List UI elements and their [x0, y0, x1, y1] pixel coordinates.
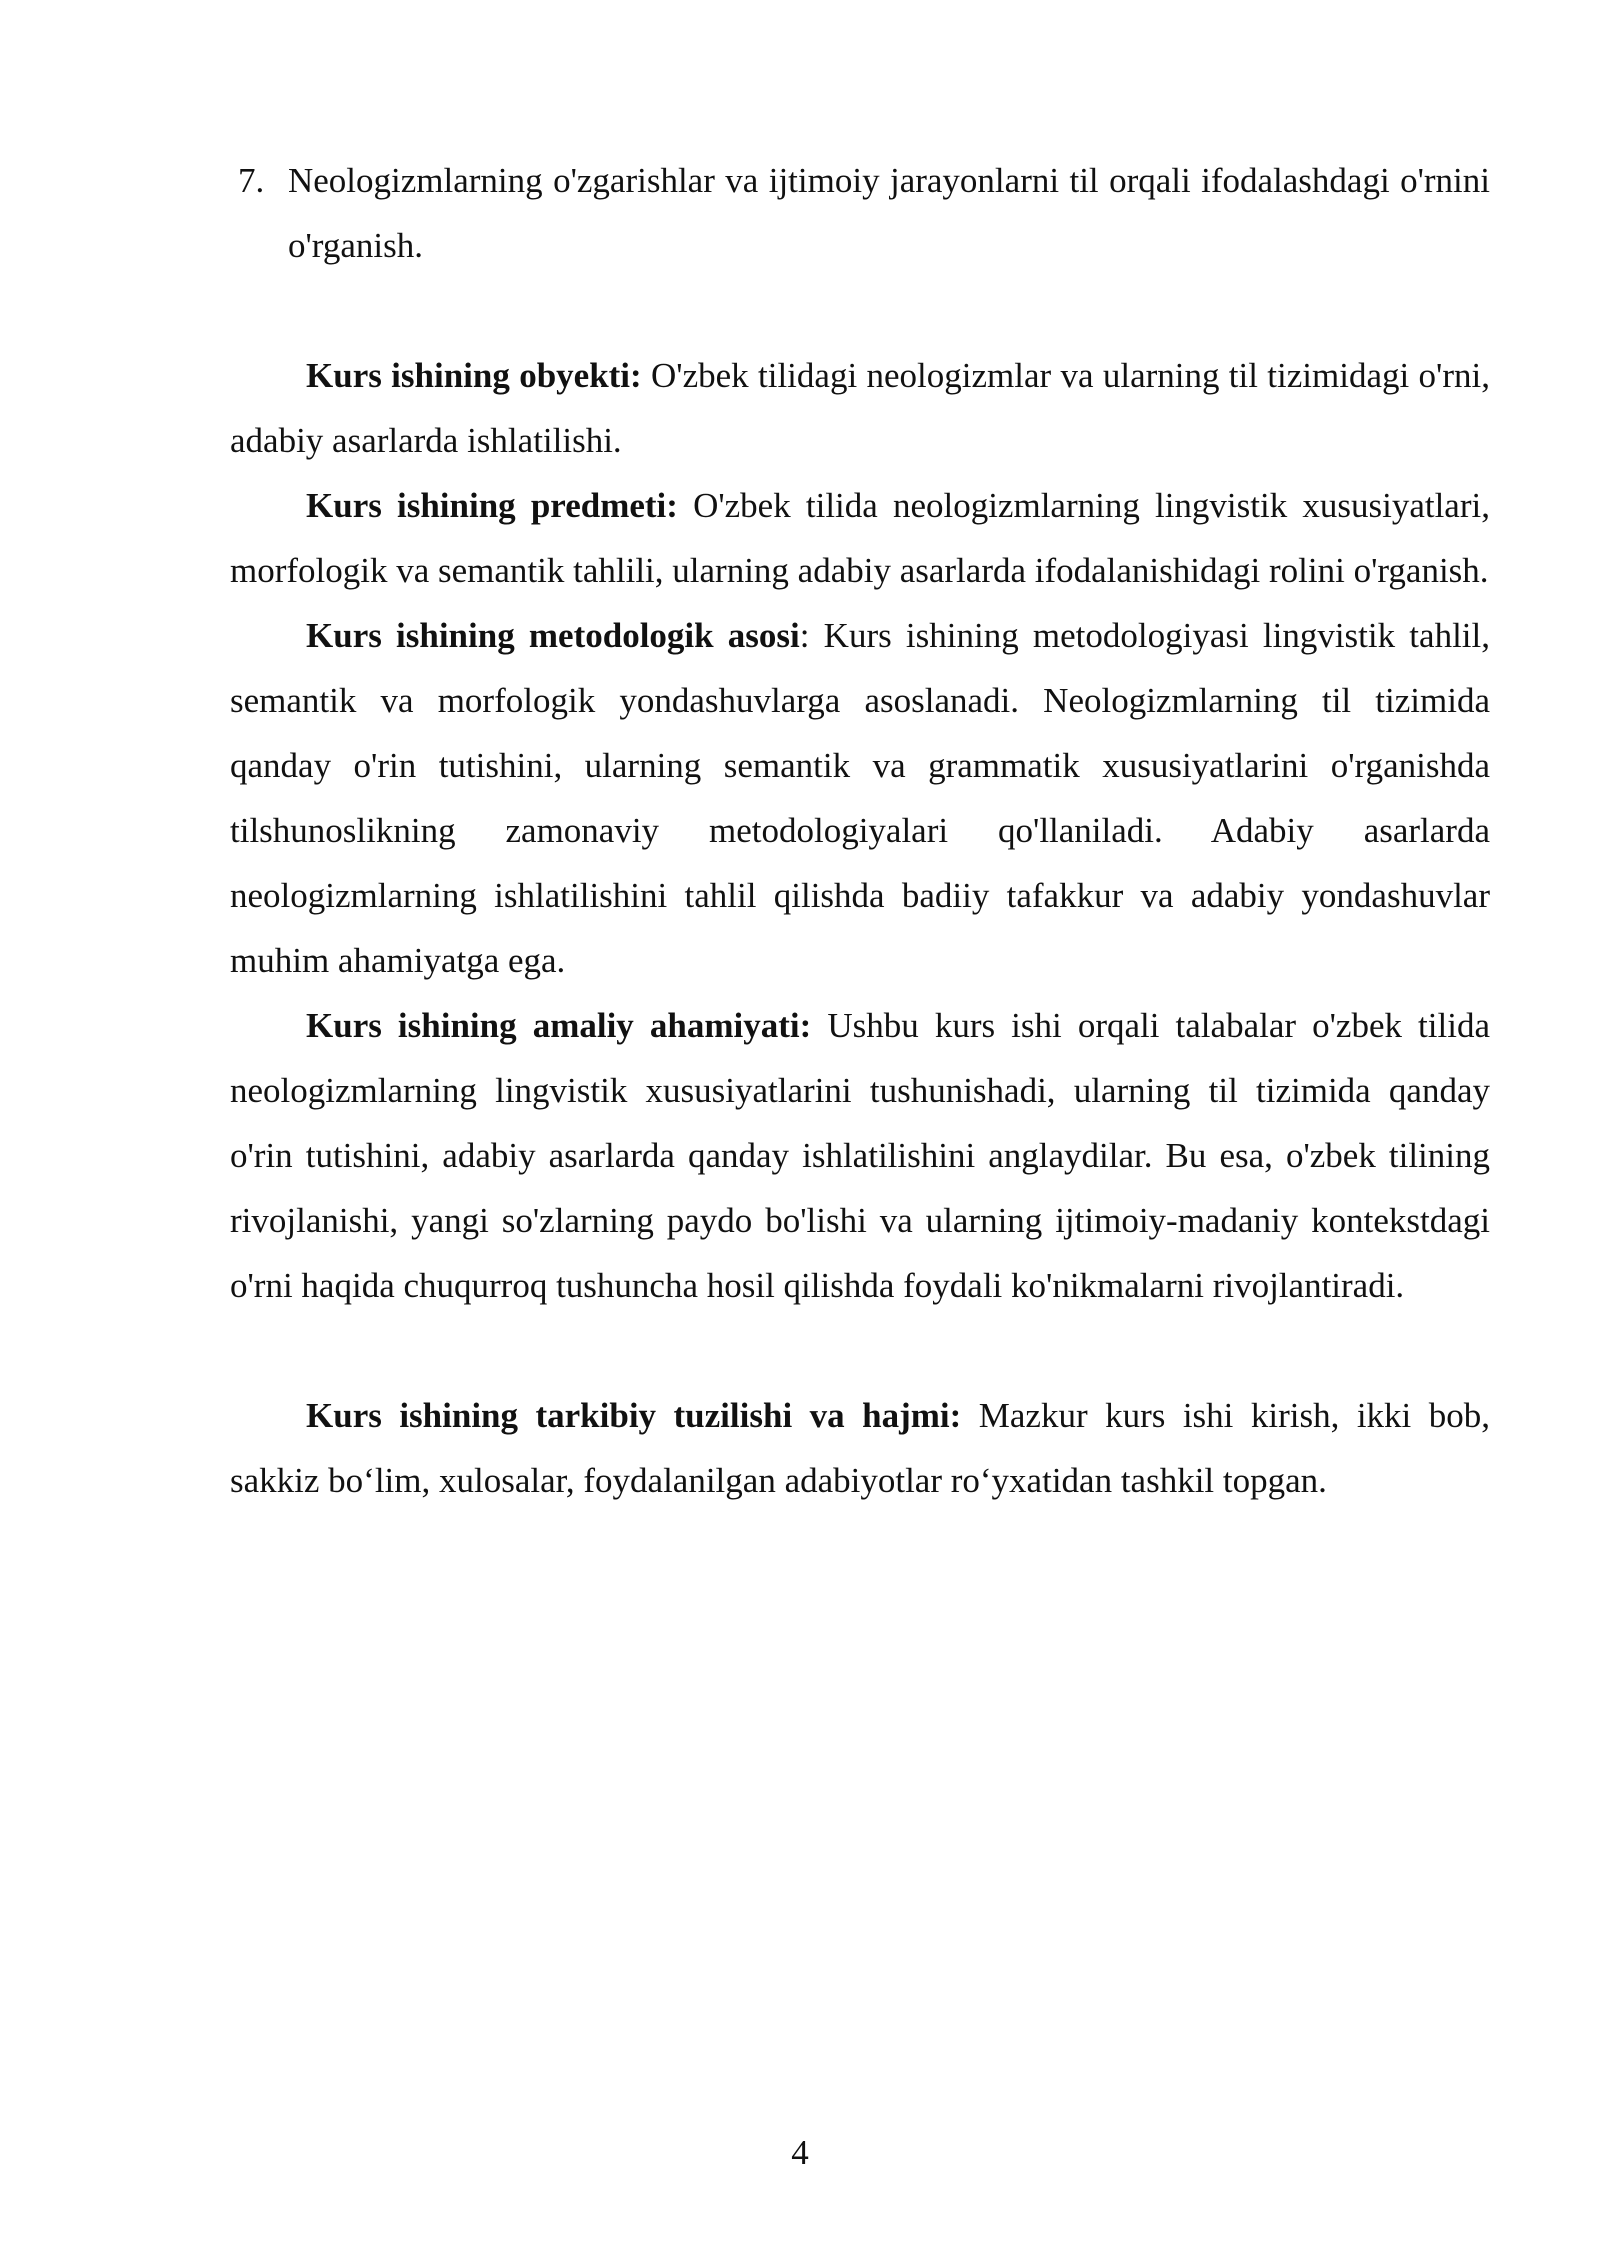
paragraph-metodologik-label: Kurs ishining metodologik asosi [306, 616, 800, 655]
paragraph-tarkibiy-text: Mazkur kurs ishi kirish, ikki bob, sakkiz bo‘lim, xulosalar, foydalanilgan adabiyotlar ro‘yxatidan tashkil topgan. [230, 1396, 1490, 1500]
paragraph-obyekt-label: Kurs ishining obyekti: [306, 356, 642, 395]
list-item-text: Neologizmlarning o'zgarishlar va ijtimoiy jarayonlarni til orqali ifodalashdagi o'rnini o'rganish. [288, 161, 1490, 265]
paragraph-amaliy [230, 993, 1490, 1318]
paragraph-tarkibiy-label: Kurs ishining tarkibiy tuzilishi va hajmi: [306, 1396, 962, 1435]
page-content [230, 148, 1490, 1513]
list-item-number: 7. [238, 161, 265, 200]
paragraph-predmet-text: O'zbek tilida neologizmlarning lingvistik xususiyatlari, morfologik va semantik tahlili, ularning adabiy asarlarda ifodalanishidagi rolini o'rganish. [230, 486, 1490, 590]
page-number: 4 [791, 2133, 809, 2172]
paragraph-amaliy-label: Kurs ishining amaliy ahamiyati: [306, 1006, 812, 1045]
paragraph-amaliy-text: Ushbu kurs ishi orqali talabalar o'zbek tilida neologizmlarning lingvistik xususiyatlarini tushunishadi, ularning til tizimida qanday o'rin tutishini, adabiy asarlarda qanday ishlatilishini anglaydilar. Bu esa, o'zbek tilining rivojlanishi, yangi so'zlarning paydo bo'lishi va ularning ijtimoiy-madaniy kontekstdagi o'rni haqida chuqurroq tushuncha hosil qilishda foydali ko'nikmalarni rivojlantiradi. [230, 1006, 1490, 1305]
paragraph-metodologik [230, 603, 1490, 993]
paragraph-metodologik-text: : Kurs ishining metodologiyasi lingvistik tahlil, semantik va morfologik yondashuvlarga asoslanadi. Neologizmlarning til tizimida qanday o'rin tutishini, ularning semantik va grammatik xususiyatlarini o'rganishda tilshunoslikning zamonaviy metodologiyalari qo'llaniladi. Adabiy asarlarda neologizmlarning ishlatilishini tahlil qilishda badiiy tafakkur va adabiy yondashuvlar muhim ahamiyatga ega. [230, 616, 1490, 980]
paragraph-predmet [230, 473, 1490, 603]
paragraph-gap [230, 1318, 1490, 1383]
paragraph-predmet-label: Kurs ishining predmeti: [306, 486, 678, 525]
paragraph-tarkibiy [230, 1383, 1490, 1513]
paragraph-obyekt-text: O'zbek tilidagi neologizmlar va ularning til tizimidagi o'rni, adabiy asarlarda ishlatilishi. [230, 356, 1490, 460]
list-item-7 [230, 148, 1490, 278]
paragraph-obyekt [230, 343, 1490, 473]
paragraph-gap [230, 278, 1490, 343]
